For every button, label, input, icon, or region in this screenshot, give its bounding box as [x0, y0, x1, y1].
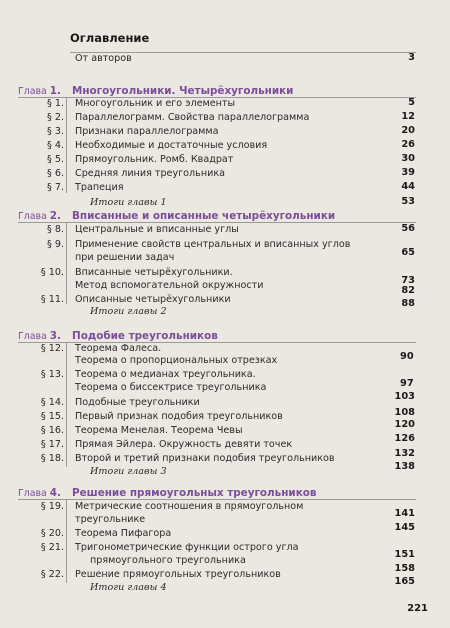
- section-number: § 18.: [40, 453, 64, 464]
- section-title: Параллелограмм. Свойства параллелограмма: [75, 112, 310, 123]
- section-number: § 7.: [47, 182, 64, 193]
- divider: [18, 499, 416, 500]
- toc-row: [0, 407, 450, 425]
- toc-row: [0, 542, 450, 556]
- toc-row: [0, 140, 450, 154]
- divider: [66, 499, 67, 583]
- section-title: Теорема Фалеса.: [75, 343, 162, 354]
- section-title: Теорема Менелая. Теорема Чевы: [75, 425, 243, 436]
- intro-page: 3: [408, 52, 415, 63]
- toc-row-continued: [0, 549, 450, 569]
- section-page: 82: [401, 285, 415, 296]
- section-page: 141: [394, 508, 415, 519]
- section-title: Описанные четырёхугольники: [75, 294, 231, 305]
- section-number: § 21.: [40, 542, 64, 553]
- toc-row: [0, 154, 450, 168]
- toc-row-continued: [0, 508, 450, 528]
- section-title: Подобные треугольники: [75, 397, 200, 408]
- chapter-title: Вписанные и описанные четырёхугольники: [72, 210, 336, 222]
- chapter-label: Глава 3.: [18, 330, 61, 342]
- summary-title: Итоги главы 4: [90, 582, 167, 593]
- section-title: Решение прямоугольных треугольников: [75, 569, 281, 580]
- toc-row: [0, 267, 450, 281]
- section-page: 20: [401, 125, 415, 136]
- section-page: 12: [401, 111, 415, 122]
- section-page: 39: [401, 167, 415, 178]
- summary-title: Итоги главы 3: [90, 466, 167, 477]
- section-title: Признаки параллелограмма: [75, 126, 219, 137]
- section-page: 103: [394, 391, 415, 402]
- section-page: 44: [401, 181, 415, 192]
- toc-title: Оглавление: [70, 31, 150, 45]
- section-page: 65: [401, 247, 415, 258]
- toc-row-continued: [0, 275, 450, 294]
- summary-page: 138: [394, 461, 415, 472]
- section-number: § 12.: [40, 343, 64, 354]
- divider: [18, 222, 416, 223]
- toc-row: [0, 168, 450, 182]
- section-number: § 16.: [40, 425, 64, 436]
- section-number: § 3.: [47, 126, 64, 137]
- section-number: § 19.: [40, 501, 64, 512]
- section-title: Метрические соотношения в прямоугольном: [75, 501, 304, 512]
- section-title: Первый признак подобия треугольников: [75, 411, 283, 422]
- section-title: Применение свойств центральных и вписанных углов: [75, 239, 351, 250]
- toc-row-summary: [0, 461, 450, 480]
- chapter-title: Многоугольники. Четырёхугольники: [72, 85, 294, 97]
- section-page: 126: [394, 433, 415, 444]
- section-title: Трапеция: [75, 182, 124, 193]
- section-page: 90: [400, 351, 414, 362]
- section-page: 158: [394, 563, 415, 574]
- toc-row-continued: [0, 351, 450, 369]
- section-title: Необходимые и достаточные условия: [75, 140, 268, 151]
- section-number: § 6.: [47, 168, 64, 179]
- section-number: § 11.: [40, 294, 64, 305]
- toc-row: [0, 501, 450, 515]
- section-number: § 22.: [40, 569, 64, 580]
- section-title: Теорема Пифагора: [75, 528, 172, 539]
- section-number: § 8.: [47, 224, 64, 235]
- section-title: Теорема о биссектрисе треугольника: [75, 382, 267, 393]
- toc-row: [0, 522, 450, 542]
- toc-row-intro: [0, 53, 450, 67]
- section-title: при решении задач: [75, 252, 175, 263]
- section-number: § 2.: [47, 112, 64, 123]
- section-number: § 14.: [40, 397, 64, 408]
- section-page: 97: [400, 378, 414, 389]
- section-page: 26: [401, 139, 415, 150]
- summary-title: Итоги главы 1: [90, 197, 167, 208]
- chapter-title: Решение прямоугольных треугольников: [72, 487, 317, 499]
- page-number: 221: [407, 603, 428, 614]
- summary-page: 88: [401, 298, 415, 309]
- section-page: 5: [408, 97, 415, 108]
- toc-row: [0, 419, 450, 439]
- section-title: треугольнике: [75, 514, 146, 525]
- section-title: Вписанные четырёхугольники.: [75, 267, 233, 278]
- chapter-label: Глава 2.: [18, 210, 61, 222]
- toc-row: [0, 239, 450, 253]
- section-title: Средняя линия треугольника: [75, 168, 226, 179]
- section-title: Теорема о пропорциональных отрезках: [75, 355, 278, 366]
- toc-row: [0, 224, 450, 238]
- toc-row: [0, 126, 450, 140]
- section-number: § 20.: [40, 528, 64, 539]
- divider: [66, 97, 67, 193]
- section-number: § 9.: [47, 239, 64, 250]
- section-page: 30: [401, 153, 415, 164]
- section-page: 145: [394, 522, 415, 533]
- toc-row: [0, 112, 450, 126]
- toc-row: [0, 448, 450, 467]
- intro-text: От авторов: [75, 53, 132, 64]
- toc-row: [0, 98, 450, 112]
- summary-page: 165: [394, 576, 415, 587]
- section-title: Многоугольник и его элементы: [75, 98, 236, 109]
- toc-row: [0, 369, 450, 383]
- section-title: Прямая Эйлера. Окружность девяти точек: [75, 439, 293, 450]
- section-number: § 1.: [47, 98, 64, 109]
- section-page: 108: [394, 407, 415, 418]
- section-title: Второй и третий признаки подобия треугольников: [75, 453, 335, 464]
- section-page: 56: [401, 223, 415, 234]
- section-title: Тригонометрические функции острого угла: [75, 542, 299, 553]
- toc-row: [0, 563, 450, 583]
- section-page: 73: [401, 275, 415, 286]
- toc-row: [0, 391, 450, 411]
- summary-title: Итоги главы 2: [90, 306, 167, 317]
- toc-row-continued: [0, 378, 450, 396]
- section-page: 151: [394, 549, 415, 560]
- section-title: Теорема о медианах треугольника.: [75, 369, 256, 380]
- section-number: § 5.: [47, 154, 64, 165]
- section-title: прямоугольного треугольника: [90, 555, 246, 566]
- toc-row-summary: [0, 576, 450, 596]
- section-number: § 10.: [40, 267, 64, 278]
- toc-row: [0, 182, 450, 196]
- section-title: Центральные и вписанные углы: [75, 224, 239, 235]
- section-number: § 15.: [40, 411, 64, 422]
- chapter-title: Подобие треугольников: [72, 330, 218, 342]
- section-title: Метод вспомогательной окружности: [75, 280, 264, 291]
- section-number: § 13.: [40, 369, 64, 380]
- summary-page: 53: [401, 196, 415, 207]
- divider: [66, 222, 67, 304]
- toc-row: [0, 433, 450, 453]
- section-page: 132: [394, 448, 415, 459]
- section-page: 120: [394, 419, 415, 430]
- section-title: Прямоугольник. Ромб. Квадрат: [75, 154, 234, 165]
- section-number: § 4.: [47, 140, 64, 151]
- chapter-label: Глава 4.: [18, 487, 61, 499]
- section-number: § 17.: [40, 439, 64, 450]
- toc-row-summary: [0, 197, 450, 211]
- chapter-label: Глава 1.: [18, 85, 61, 97]
- toc-row-continued: [0, 247, 450, 266]
- divider: [66, 342, 67, 467]
